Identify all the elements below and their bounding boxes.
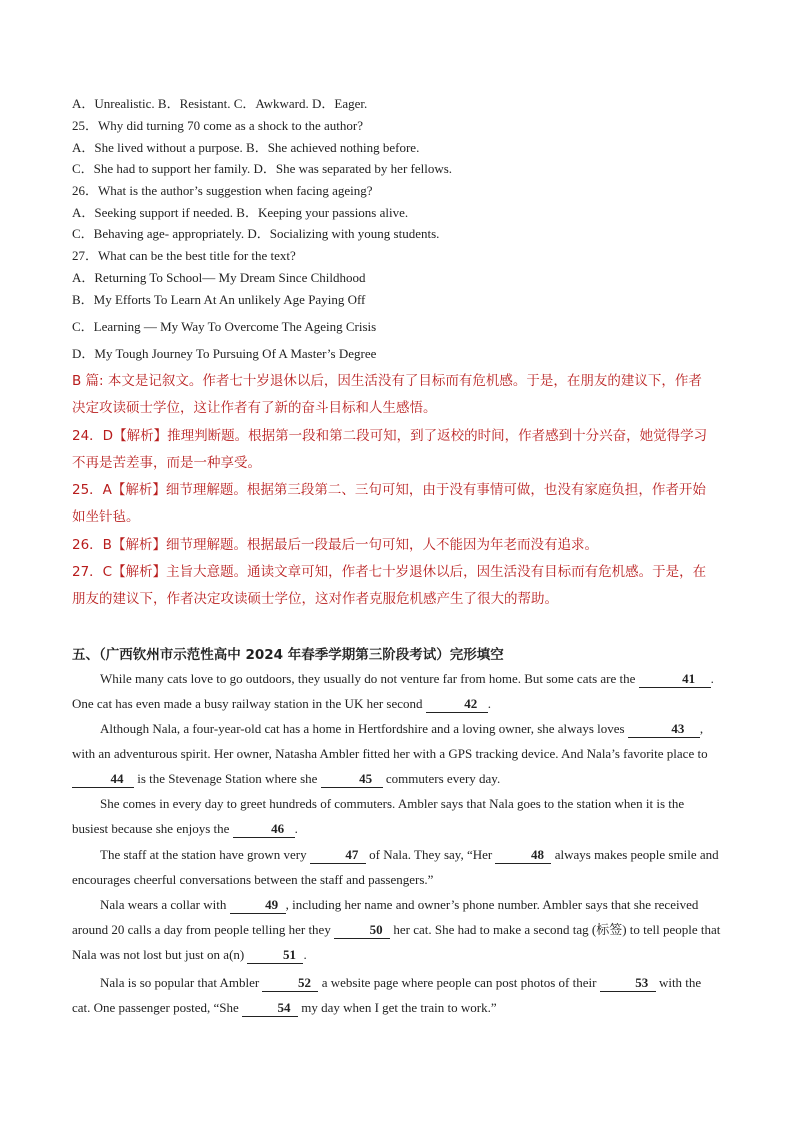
blank-54[interactable]: 54 [242,1000,298,1017]
blank-43[interactable]: 43 [628,721,700,738]
option-line-q26-cd: C．Behaving age- appropriately. D．Socializing with young students. [72,226,440,241]
analysis-summary-line1: B 篇: 本文是记叙文。作者七十岁退休以后，因生活没有了目标而有危机感。于是，在朋友的建议下，作者 [72,373,702,389]
blank-47[interactable]: 47 [310,847,366,864]
cloze-paragraph-6: Nala is so popular that Ambler 52 a website page where people can post photos of their 53 with the cat. One passenger posted, “She 54 my day when I get the train to work.” [72,975,702,1015]
analysis-26: 26．B【解析】细节理解题。根据最后一段最后一句可知，人不能因为年老而没有追求。 [72,537,598,553]
question-27: 27．What can be the best title for the text? [72,248,296,263]
analysis-25-line2: 如坐针毡。 [72,509,140,525]
blank-50[interactable]: 50 [334,922,390,939]
option-q27-a: A．Returning To School— My Dream Since Childhood [72,270,366,285]
option-line-q25-cd: C．She had to support her family. D．She was separated by her fellows. [72,161,453,176]
analysis-27-line2: 朋友的建议下，作者决定攻读硕士学位，这对作者克服危机感产生了很大的帮助。 [72,591,558,607]
blank-51[interactable]: 51 [247,947,303,964]
analysis-summary-line2: 决定攻读硕士学位，这让作者有了新的奋斗目标和人生感悟。 [72,400,437,416]
blank-46[interactable]: 46 [233,821,295,838]
cloze-paragraph-4: The staff at the station have grown very 47 of Nala. They say, “Her 48 always makes people smile and encourages cheerful conversations between the staff and passengers.” [72,847,719,887]
option-q27-b: B．My Efforts To Learn At An unlikely Age Paying Off [72,292,366,307]
blank-52[interactable]: 52 [262,975,318,992]
option-q27-d: D．My Tough Journey To Pursuing Of A Master’s Degree [72,346,377,361]
section-heading: 五、（广西钦州市示范性高中 2024 年春季学期第三阶段考试）完形填空 [72,647,504,663]
analysis-25-line1: 25．A【解析】细节理解题。根据第三段第二、三句可知，由于没有事情可做，也没有家庭负担，作者开始 [72,482,706,498]
blank-45[interactable]: 45 [321,771,383,788]
blank-48[interactable]: 48 [495,847,551,864]
option-line-q25-ab: A．She lived without a purpose. B．She achieved nothing before. [72,140,420,155]
analysis-24-line1: 24．D【解析】推理判断题。根据第一段和第二段可知，到了返校的时间，作者感到十分兴奋，她觉得学习 [72,428,708,444]
cloze-paragraph-3: She comes in every day to greet hundreds of commuters. Ambler says that Nala goes to the station when it is the busiest because she enjoys the 46 . [72,796,685,836]
blank-53[interactable]: 53 [600,975,656,992]
cloze-paragraph-5: Nala wears a collar with 49 , including her name and owner’s phone number. Ambler says that she received around 20 calls a day from people telling her they 50 her cat. She had to make a second tag (标签) to tell people that Nala was not lost but just on a(n) 51 . [72,897,721,962]
blank-44[interactable]: 44 [72,771,134,788]
question-25: 25．Why did turning 70 come as a shock to the author? [72,118,363,133]
blank-49[interactable]: 49 [230,897,286,914]
analysis-27-line1: 27．C【解析】主旨大意题。通读文章可知，作者七十岁退休以后，因生活没有目标而有危机感。于是，在 [72,564,707,580]
blank-41[interactable]: 41 [639,671,711,688]
option-q27-c: C．Learning — My Way To Overcome The Ageing Crisis [72,319,377,334]
cloze-paragraph-2: Although Nala, a four-year-old cat has a home in Hertfordshire and a loving owner, she always loves 43 , with an adventurous spirit. Her owner, Natasha Ambler fitted her with a GPS tracking device. And Nala’s favorite place to 44 is the Stevenage Station where she 45 commuters every day. [72,721,708,786]
analysis-24-line2: 不再是苦差事，而是一种享受。 [72,455,261,471]
option-line-q26-ab: A．Seeking support if needed. B．Keeping your passions alive. [72,205,409,220]
option-line-q24: A．Unrealistic. B．Resistant. C．Awkward. D．Eager. [72,96,368,111]
cloze-paragraph-1: While many cats love to go outdoors, they usually do not venture far from home. But some cats are the 41 . One cat has even made a busy railway station in the UK her second 42 . [72,671,714,711]
blank-42[interactable]: 42 [426,696,488,713]
question-26: 26．What is the author’s suggestion when facing ageing? [72,183,373,198]
